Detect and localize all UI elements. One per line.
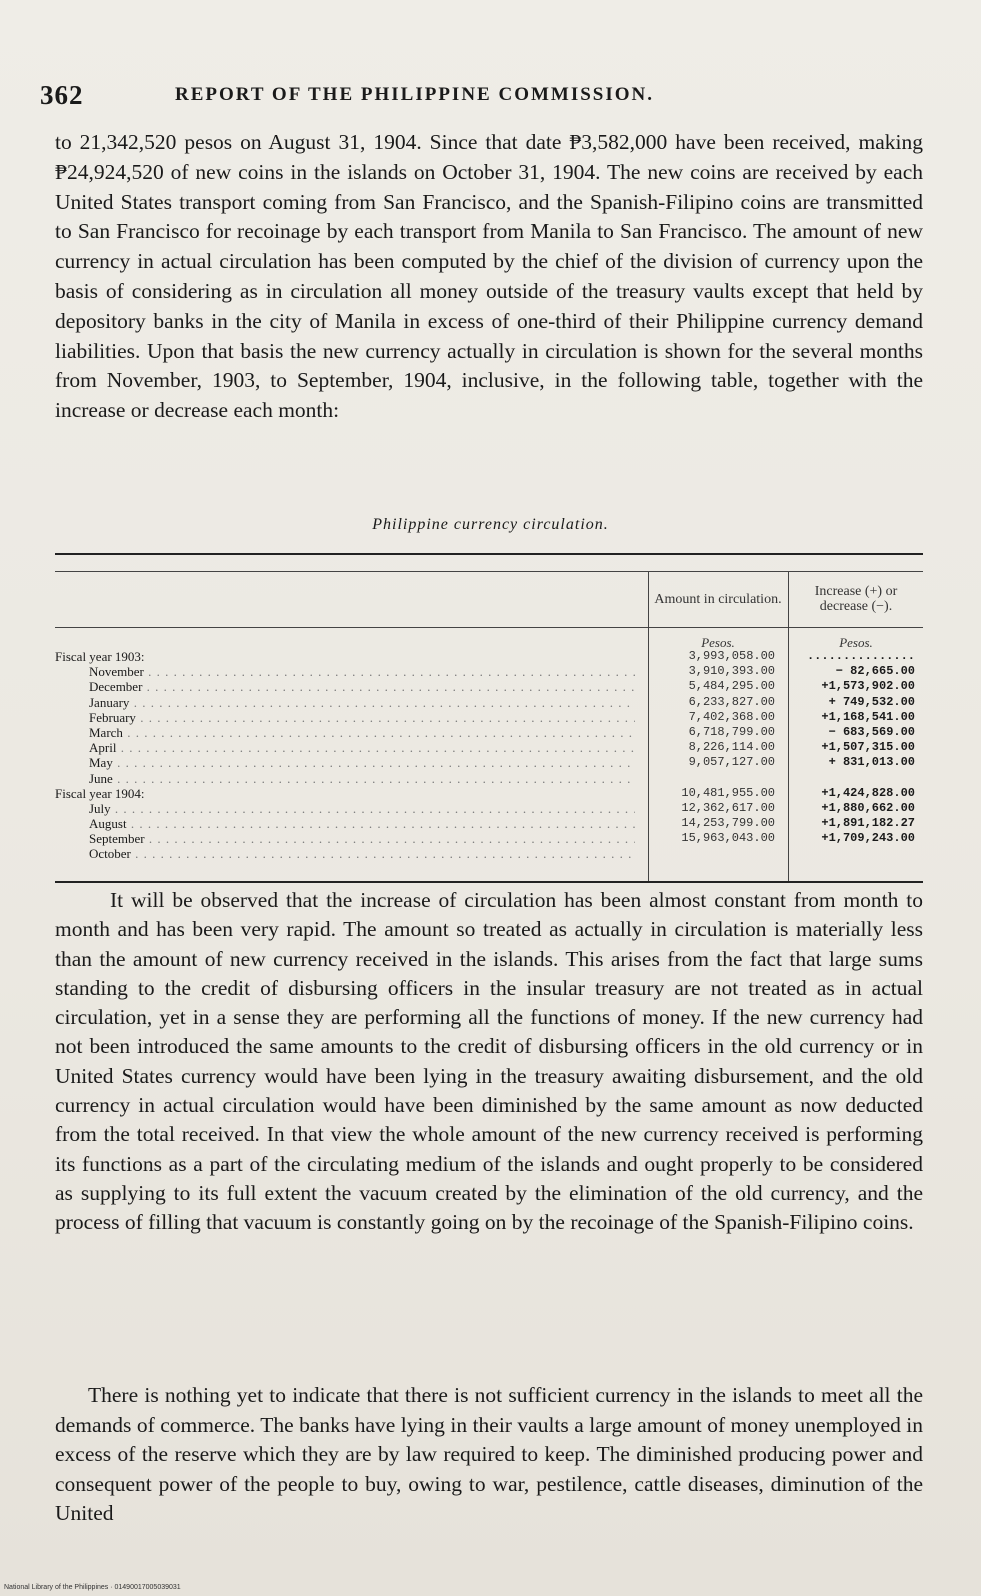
row-label: June . . . [89, 771, 635, 786]
row-change: +1,424,828.00 [821, 785, 915, 800]
row-label: March . . . [89, 725, 635, 740]
row-change: +1,709,243.00 [821, 831, 915, 846]
running-title: REPORT OF THE PHILIPPINE COMMISSION. [175, 84, 655, 105]
table-row [55, 710, 923, 725]
row-label: May . . . [89, 755, 635, 770]
row-label: November . . . [89, 664, 635, 679]
row-label: December . . . [89, 679, 635, 694]
column-header-amount: Amount in circulation. [654, 591, 782, 607]
unit-label-change: Pesos. [839, 635, 873, 650]
row-label: Fiscal year 1903: [55, 649, 145, 664]
table-row [55, 771, 923, 786]
table-row [55, 725, 923, 740]
row-amount: 8,226,114.00 [688, 740, 775, 755]
table-row [55, 649, 923, 664]
row-label: August . . . [89, 816, 635, 831]
row-change: + 749,532.00 [828, 694, 915, 709]
column-header-change: Increase (+) or decrease (−). [814, 584, 898, 614]
row-change: +1,573,902.00 [821, 679, 915, 694]
row-change: +1,891,182.27 [821, 816, 915, 831]
page-header [40, 80, 940, 120]
row-amount: 3,993,058.00 [688, 649, 775, 663]
row-change: +1,507,315.00 [821, 740, 915, 755]
table-top-rule [55, 553, 923, 555]
row-amount: 6,233,827.00 [688, 694, 775, 709]
row-change: +1,168,541.00 [821, 709, 915, 724]
paragraph-intro: to 21,342,520 pesos on August 31, 1904. Since that date ₱3,582,000 have been received, making ₱24,924,520 of new coins in the islands on October 31, 1904. The new coins are received by each United States transport coming from San Francisco, and the Spanish-Filipino coins are transmitted to San Francisco for recoinage by each transport from Manila to San Francisco. The amount of new currency in actual circulation has been computed by the chief of the division of currency upon the basis of considering as in circulation all money outside of the treasury vaults except that held by depository banks in the city of Manila in excess of one-third of their Philippine currency demand liabilities. Upon that basis the new currency actually in circulation is shown for the several months from November, 1903, to September, 1904, inclusive, in the following table, together with the increase or decrease each month: [55, 130, 923, 423]
row-change: + 831,013.00 [828, 755, 915, 770]
row-label: October . . . [89, 846, 635, 861]
paragraph-observation: It will be observed that the increase of circulation has been almost constant from month to month and has been very rapid. The amount so treated as actually in circulation is materially less than the amount of new currency received in the islands. This arises from the fact that large sums standing to the credit of disbursing officers in the insular treasury are not treated as in actual circulation, yet in a sense they are performing all the functions of money. If the new currency had not been introduced the same amounts to the credit of disbursing officers in the old currency or in United States currency would have been lying in the treasury awaiting disbursement, and the old currency in actual circulation would have been diminished by the same amount as now deducted from the total received. In that view the whole amount of the new currency received is performing its functions as a part of the circulating medium of the islands and ought properly to be considered as supplying to its full extent the vacuum created by the elimination of the old currency, and the process of filling that vacuum is constantly going on by the recoinage of the Spanish-Filipino coins. [55, 888, 923, 1235]
row-label: September . . . [89, 831, 635, 846]
row-label: January . . . [89, 695, 635, 710]
table-bottom-rule [55, 881, 923, 883]
row-label: Fiscal year 1904: [55, 785, 145, 801]
row-change: − 82,665.00 [835, 664, 915, 679]
table-row [55, 740, 923, 755]
table-row [55, 755, 923, 770]
row-amount: 14,253,799.00 [681, 816, 775, 831]
unit-label-amount: Pesos. [701, 635, 735, 650]
row-label: July . . . [89, 801, 635, 816]
row-amount: 3,910,393.00 [688, 664, 775, 679]
page-number: 362 [40, 80, 84, 110]
row-change: − 683,569.00 [828, 724, 915, 739]
table-row [55, 801, 923, 816]
table-row [55, 816, 923, 831]
row-label: February . . . [89, 710, 635, 725]
table-row [55, 679, 923, 694]
row-amount: 5,484,295.00 [688, 679, 775, 694]
table-header-bottom-rule [55, 627, 923, 628]
row-change: ............... [806, 649, 915, 663]
row-amount: 9,057,127.00 [688, 755, 775, 770]
row-label: April . . . [89, 740, 635, 755]
table-row [55, 664, 923, 679]
currency-table [55, 553, 923, 886]
table-caption: Philippine currency circulation. [372, 516, 609, 533]
table-row [55, 846, 923, 861]
table-row [55, 786, 923, 801]
row-amount: 10,481,955.00 [681, 785, 775, 800]
row-amount: 15,963,043.00 [681, 831, 775, 846]
row-amount: 6,718,799.00 [688, 724, 775, 739]
row-amount: 7,402,368.00 [688, 709, 775, 724]
paragraph-commerce: There is nothing yet to indicate that there is not sufficient currency in the islands to meet all the demands of commerce. The banks have lying in their vaults a large amount of money unemployed in excess of the reserve which they are by law required to keep. The diminished producing power and consequent power of the people to buy, owing to war, pestilence, cattle diseases, diminution of the United [55, 1383, 923, 1525]
table-row [55, 695, 923, 710]
library-stamp: National Library of the Philippines · 01490017005039031 [4, 1584, 181, 1591]
table-row [55, 831, 923, 846]
table-body [55, 649, 923, 862]
row-amount: 12,362,617.00 [681, 800, 775, 815]
row-change: +1,880,662.00 [821, 800, 915, 815]
